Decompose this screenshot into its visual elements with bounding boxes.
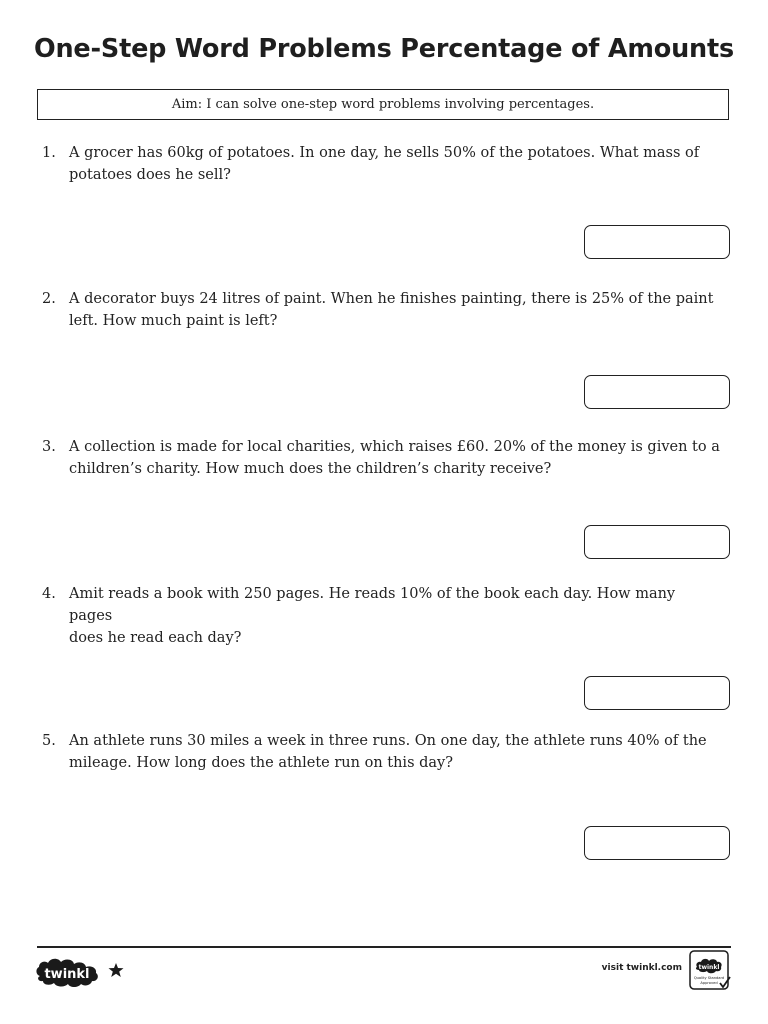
answer-box-1[interactable] xyxy=(584,225,730,259)
question-line: does he read each day? xyxy=(69,630,242,646)
question-number: 3. xyxy=(42,439,56,455)
twinkl-logo[interactable] xyxy=(34,954,100,990)
question-text xyxy=(69,583,722,649)
question-line: children’s charity. How much does the children’s charity receive? xyxy=(69,461,552,477)
question-text xyxy=(69,436,722,480)
question-line: mileage. How long does the athlete run on this day? xyxy=(69,755,454,771)
question-line: A grocer has 60kg of potatoes. In one day, he sells 50% of the potatoes. What mass of xyxy=(69,145,700,161)
question-number: 2. xyxy=(42,291,56,307)
visit-website-link[interactable]: visit twinkl.com xyxy=(601,963,682,973)
question-line: A decorator buys 24 litres of paint. When he finishes painting, there is 25% of the paint xyxy=(69,291,714,307)
question-4 xyxy=(42,583,722,649)
question-line: An athlete runs 30 miles a week in three runs. On one day, the athlete runs 40% of the xyxy=(69,733,707,749)
star-icon xyxy=(108,962,124,978)
question-number: 1. xyxy=(42,145,56,161)
question-5 xyxy=(42,730,722,774)
footer-divider xyxy=(37,946,731,948)
aim-text: Aim: I can solve one-step word problems involving percentages. xyxy=(171,97,595,112)
badge-brand: twinkl xyxy=(698,964,720,971)
question-line: potatoes does he sell? xyxy=(69,167,231,183)
logo-text: twinkl xyxy=(44,967,90,982)
answer-box-2[interactable] xyxy=(584,375,730,409)
question-text xyxy=(69,288,722,332)
twinkl-logo-shape xyxy=(34,954,100,990)
answer-box-4[interactable] xyxy=(584,676,730,710)
question-line: A collection is made for local charities, which raises £60. 20% of the money is given to a xyxy=(69,439,720,455)
question-line: left. How much paint is left? xyxy=(69,313,278,329)
question-line: Amit reads a book with 250 pages. He reads 10% of the book each day. How many pages xyxy=(69,586,676,624)
question-2 xyxy=(42,288,722,332)
question-3 xyxy=(42,436,722,480)
quality-standard-badge xyxy=(689,950,731,992)
answer-box-3[interactable] xyxy=(584,525,730,559)
answer-box-5[interactable] xyxy=(584,826,730,860)
question-number: 5. xyxy=(42,733,56,749)
badge-text-1: Quality Standard xyxy=(693,976,725,980)
page-title: One-Step Word Problems Percentage of Amounts xyxy=(34,34,734,64)
question-number: 4. xyxy=(42,586,56,602)
question-text xyxy=(69,142,722,186)
question-1 xyxy=(42,142,722,186)
aim-box xyxy=(37,89,729,120)
question-text xyxy=(69,730,722,774)
badge-text-2: Approved xyxy=(700,981,718,985)
